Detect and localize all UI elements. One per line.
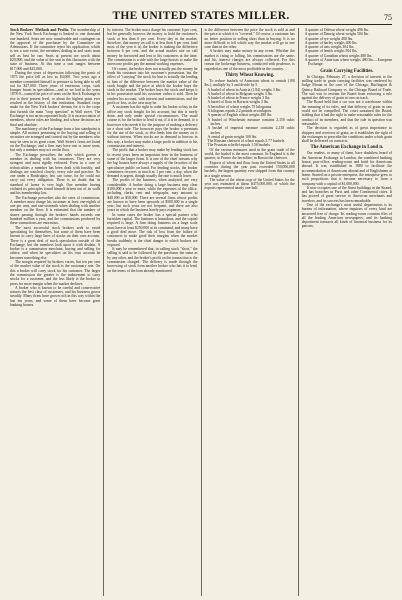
list-item: A bushel of wheat in Austria (1.84) weighs 3 lbs.: [207, 87, 281, 92]
list-item: A bushel of wheat in France weighs 3 lbs.: [207, 96, 271, 101]
list-item: A quarter of Canadian wheat weighs 480 lbs.: [304, 53, 373, 58]
article-paragraph: It may be remembered that, in calling stock "short," the selling is said to be followed by the purchaser the same as by any other, and the broker's profit on the transaction is the commission charged. The delivery is made through the borrowing of stock from another broker who has it to lend, on the terms of the loan already mentioned.: [107, 247, 198, 273]
column-2: [103, 28, 200, 596]
list-item: A quarter of Danzig wheat weighs 504 lbs.: [304, 32, 369, 37]
article-paragraph: The value of the wheat crop of the United States for the year was estimated at about $475,000,000, of which the exports represented nearly one-half.: [204, 177, 295, 191]
section-heading: The American Exchange in Loud n.: [310, 145, 384, 151]
list-item: A bushel of imperial measure contains 2,218 cubic inches.: [207, 126, 295, 135]
list-item: A bushel of wheat in Belgium weighs 3 lbs.: [207, 91, 274, 96]
article-paragraph: The machinery of the Exchange from a law standpoint is simple. All matters pertaining to the buying and selling of securities are arranged and carried out by the members who may be seen in its great room. Wall Street's firms are listed on the Exchange; and a firm may have one or more seats, but only a member may act on the floor.: [10, 126, 101, 153]
list-item: A quarter of barley weighs 400 lbs.: [304, 40, 358, 45]
article-paragraph: Of the various measures used in the grain trade of the world, the bushel is the most common. In England it is the quarter; in France the hectolitre; in Russia the chetwert.: [204, 147, 295, 161]
page-header: [10, 8, 392, 22]
page-number: 75: [384, 13, 392, 22]
list-item: A quarter of rye weighs 480 lbs.: [304, 36, 353, 41]
column-4: [298, 28, 392, 596]
masthead-title: THE UNITED STATES MILLER.: [112, 10, 290, 22]
list-item: A barrel of flour in Bavaria weighs 3 lbs.: [207, 100, 270, 105]
article-paragraph: The Board held that a car was not a warehouse within the meaning of its rules, and that delivery of grain in cars could not be compelled. The court sustained the Board, holding that it had the right to make reasonable rules for the conduct of its members, and that the rule in question was reasonable.: [301, 100, 392, 126]
article-paragraph: The profits of the business, when analyzed, are very considerable. A broker doing a large business may clear $100,000 a year or more, while the expenses of the office, including clerks, rent and telegraphs, may amount to $40,000 or $50,000. There are several firms whose profits are known to have been upwards of $500,000 in a single year; but such years are not frequent, and there are also years in which the business barely pays expenses.: [107, 178, 198, 213]
section-heading: Grain Carrying Facilities.: [320, 68, 374, 74]
article-paragraph: The Exchange prescribes the rules which govern a member in dealing with his customers. They are very stringent and most rigidly enforced. Even in a case of technicalities a member has been dealt with harshly, and dealings are watched closely; every rule and practice. No one under a Bankruptcy law can come, for he could not carry out every obligation. There is no doubt that its standard of honor is very high. One member having violated its principles found himself driven out of its walls and his membership lost.: [10, 152, 101, 196]
article-paragraph: In Chicago, February 27, a decision of interest to the milling trade in grain carrying facilities was rendered by Judge Moran in the case of the Chicago, Burlington & Quincy Railroad Company vs. the Chicago Board of Trade. The suit was to restrain the Board from enforcing a rule against the delivery of grain in cars on track.: [301, 74, 392, 101]
list-item: A bushel of Winchester measure contains 2,150 cubic inches.: [207, 117, 295, 126]
header-rule: [10, 24, 392, 25]
article-paragraph: The profit that a broker may make by lending stock has in recent years been an important item in the business of some of the larger firms. It is one of the chief reasons why the big houses have always a supply of the favorites of the speculative public on hand. For lending stocks, the broker sometimes receives as much as 1 per cent. a day, when the demand is urgent, though usually the rate is much lower.: [107, 148, 198, 179]
list-item: A quarter of American wheat weighs 480 lbs.—European Exchange.: [304, 58, 392, 67]
article-text: The membership of the New York Stock Exchange is limited to one thousand one hundred. Seats are now transferable and contingent on the approval of the purchaser by the Committee on Admissions. If the committee reject his application, which is not a rare event, the members dealing in and seats must sell as best he can. Seats at present are worth about $20,000, and the value of the seat in this fluctuates with the state of business. At this time a seat ranges between $17,000 and $25,000.: [10, 28, 101, 71]
list-item: A quarter of English wheat weighs 480 lbs.: [207, 113, 273, 118]
article-paragraph: To reduce bushels of American wheat to centals (100 lbs.), multiply by 3 and divide by 5.: [204, 78, 295, 88]
article-paragraph: One of the exchange's most useful departments is its bureau of information, where inquiries of every kind are answered free of charge. Its reading-room contains files of all the leading American newspapers, and its banking department transacts all kinds of financial business for its patrons.: [301, 202, 392, 229]
list-item: A kilogram equals 2.2 pounds avoirdupois.: [207, 109, 272, 114]
article-paragraph: is the difference between the price the stock is sold at and the price at which it is "covered." Of course, a customer has no better position in selling short than in buying. It is no more difficult to tell which way the market will go in one case than in the other.: [204, 28, 295, 50]
article-paragraph: The decision is regarded as of great importance to shippers and receivers of grain, as it establishes the right of the exchanges to prescribe the conditions under which grain shall be delivered on contracts.: [301, 126, 392, 144]
article-paragraph: [10, 28, 100, 71]
list-item: The Prussian scheffel equals 1.56 bushels.: [207, 143, 271, 148]
article-paragraph: A customer has the right to order his broker to buy in the office any stock bought for his account; but this is rarely done, and only under special circumstances. The usual course is for the broker to lend it out, if it is in demand, to a borrower who needs it for the purpose of making a delivery on a short sale. The borrower pays the broker a premium for the use of the stock, or else lends him the money on it without interest. When stocks are in demand to borrow in this way, a broker may make a large profit in addition to his commission and interest.: [107, 105, 198, 149]
article-columns: [10, 28, 392, 596]
column-1: [10, 28, 103, 596]
article-paragraph: A broker who is known to be careful and conservative attracts the best class of customers, and his business grows steadily. Many firms have grown rich in this way within the last ten years, and some of them have become great banking houses.: [10, 285, 101, 307]
section-heading: Thirty Wheat Knowing.: [225, 72, 275, 78]
list-item: A quarter of Odessa wheat weighs 496 lbs.: [304, 28, 369, 32]
article-paragraph: It now occupies one of the finest buildings in the Strand, and has branches in Paris and other Continental cities. It has proved of great service to American merchants and travelers, and its success has been remarkable.: [301, 185, 392, 203]
list-item: A hectolitre of wheat weighs 75 kilograms.: [207, 104, 273, 109]
article-paragraph: A broker may make money in any event. Whether the market is rising or falling, his commissions are the same, and his interest charges are always collected. For this reason the brokerage business, conducted with prudence, is regarded as one of the most profitable in the country.: [204, 49, 295, 71]
article-paragraph: The Exchange prescribes also the rates of commission. A member must charge his customer at least one-eighth of one per cent, and one-sixteenth when dealing with another member on the floor. It is estimated that the number of shares passing through the brokers' hands exceeds one hundred million a year, and the commissions produced by these transactions are enormous.: [10, 195, 101, 226]
article-paragraph: The margin required by brokers varies, but ten per cent of the market value of the stock is the customary rate. On this a broker will carry stock for his customer. The larger the commission the greater is the inducement to carry stocks for a customer, and the less likely is the broker to press for more margin when the market declines.: [10, 260, 101, 286]
list-item: The Russian chetwert of wheat equals 5.77 bushels.: [207, 139, 286, 144]
article-paragraph: In some cases the broker has a special partner who furnishes capital. The business is hazardous, and the capital required is large. A firm doing business on a large scale must have at least $250,000 at its command, and many have a good deal more. The risk of loss from the failure of customers to make good their margins when the market breaks suddenly is the chief danger to which brokers are exposed.: [107, 212, 198, 247]
article-paragraph: Our readers, or many of them, have doubtless heard of the American Exchange in London, the combined banking house, post-office, reading-room and hotel for Americans abroad. It was established in 1880 to facilitate the accommodation of Americans abroad and of Englishmen at home. Started on a private enterprise, the enterprise grew to such proportions that it became necessary to form a company with a capital of $1,000,000.: [301, 151, 392, 186]
article-paragraph: The most successful stock brokers seek to avoid speculating for themselves, but some of them have been known to carry large lines of stocks on their own account. There is a great deal of stock speculation outside of the Exchange, but the members look upon it with disdain. A broker is a commission merchant, buying and selling for others; and when he speculates on his own account he becomes something else.: [10, 225, 101, 260]
article-paragraph: During the years of depression following the panic of 1873 the price fell as low as $4,000. Two years ago a member committed himself to pressure to being able to sell out for $27,000. Three years of enormous crops, such bumper boom in speculation—and so we had in the years 1878-9—caused the price of seats on the Stock Exchange to rise to their present level, or about the highest point ever reached in the history of that institution. Standard crops make for the New York brokers' dreams for it is the crops that furnish the main "crop question" in Wall street. The Exchange is not an incorporated body. It is an association of members, whose rules are binding, and whose decisions are final and absolute.: [10, 70, 101, 127]
list-item: A quarter of oats weighs 304 lbs.: [304, 45, 355, 50]
list-item: A cental of grain weighs 100 lbs.: [207, 134, 257, 139]
article-headline: Stock Brokers' Methods and Profits.: [10, 28, 70, 32]
article-paragraph: Exports of wheat and flour from the United States to all countries during the year past exceeded 150,000,000 bushels, the largest quantity ever shipped from this country in a single season.: [204, 160, 295, 178]
column-3: [201, 28, 298, 596]
list-item: A quarter of lentils weighs 504 lbs.: [304, 49, 358, 54]
article-paragraph: by interest. The broker must charge his customer 6 per cent, but he generally borrows the money to hold the customer's stock at less than 6 per cent. Every day in the market, therefore, that money on call is at less than 6 per cent. (and most of the year it is) the broker is making the difference between 6 per cent. and the actual market rate on call money he borrowed and lent to his customers at the time. The commission is a side with the large houses to make the intercorse profits pay the annual working expenses.: [107, 28, 198, 67]
article-paragraph: Of course, the broker does not actually put the money he lends his customer into his customer's possession, but the effect of "carrying" the stock for him is actually the lending to him of the difference between the market value of the stock bought and the price at which the broker buys the stock in the market. The broker buys the stock and keeps it in his possession until his customer orders it sold. Then he renders his account, with interest and commissions, and the profit or loss, as the case may be.: [107, 66, 198, 106]
